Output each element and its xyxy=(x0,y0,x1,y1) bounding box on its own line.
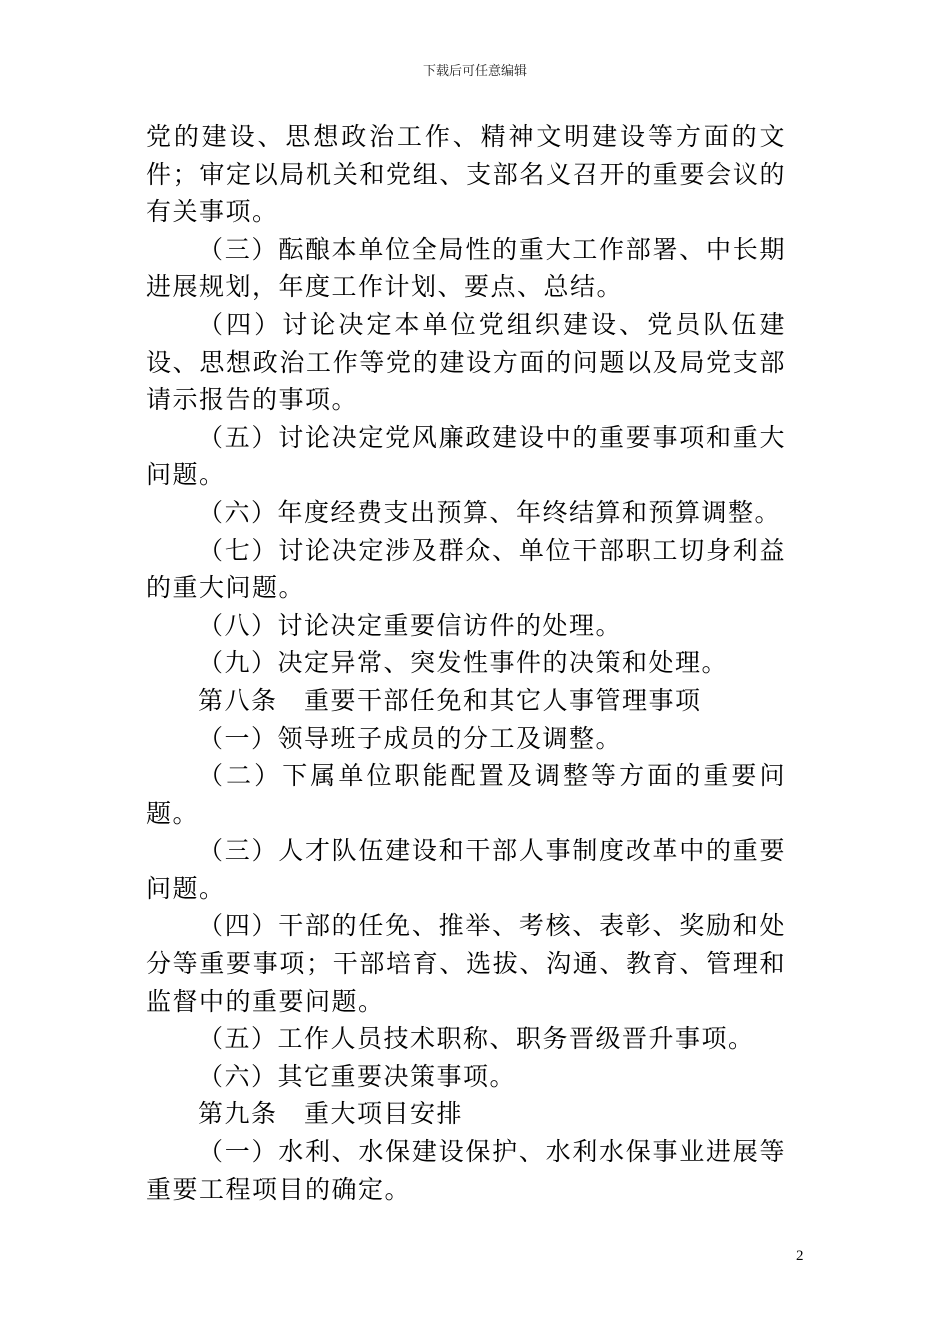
paragraph: （九）决定异常、突发性事件的决策和处理。 xyxy=(198,648,729,678)
header-note: 下载后可任意编辑 xyxy=(422,64,527,79)
paragraph: （二）下属单位职能配置及调整等方面的重要问题。 xyxy=(146,761,786,828)
paragraph: （一）水利、水保建设保护、水利水保事业进展等重要工程项目的确定。 xyxy=(146,1137,786,1204)
paragraph: （四）干部的任免、推举、考核、表彰、奖励和处分等重要事项；干部培育、选拔、沟通、教育、管理和监督中的重要问题。 xyxy=(146,911,786,1016)
paragraph: （四）讨论决定本单位党组织建设、党员队伍建设、思想政治工作等党的建设方面的问题以及局党支部请示报告的事项。 xyxy=(146,309,786,415)
paragraph: （六）其它重要决策事项。 xyxy=(198,1061,517,1091)
page-number: 2 xyxy=(796,1248,804,1264)
paragraph: （七）讨论决定涉及群众、单位干部职工切身利益的重大问题。 xyxy=(146,535,786,603)
paragraph: （五）讨论决定党风廉政建设中的重要事项和重大问题。 xyxy=(146,422,786,490)
paragraph: （三）酝酿本单位全局性的重大工作部署、中长期进展规划，年度工作计划、要点、总结。 xyxy=(146,234,786,302)
article-heading-9: 第九条 重大项目安排 xyxy=(198,1099,464,1129)
paragraph: （八）讨论决定重要信访件的处理。 xyxy=(198,610,623,640)
paragraph: （六）年度经费支出预算、年终结算和预算调整。 xyxy=(198,497,782,527)
paragraph: （三）人才队伍建设和干部人事制度改革中的重要问题。 xyxy=(146,836,786,903)
paragraph: 党的建设、思想政治工作、精神文明建设等方面的文件；审定以局机关和党组、支部名义召开的重要会议的有关事项。 xyxy=(146,122,786,227)
document-body xyxy=(146,118,786,1208)
paragraph: （五）工作人员技术职称、职务晋级晋升事项。 xyxy=(198,1024,755,1054)
article-heading-8: 第八条 重要干部任免和其它人事管理事项 xyxy=(198,685,702,715)
paragraph: （一）领导班子成员的分工及调整。 xyxy=(198,723,623,753)
